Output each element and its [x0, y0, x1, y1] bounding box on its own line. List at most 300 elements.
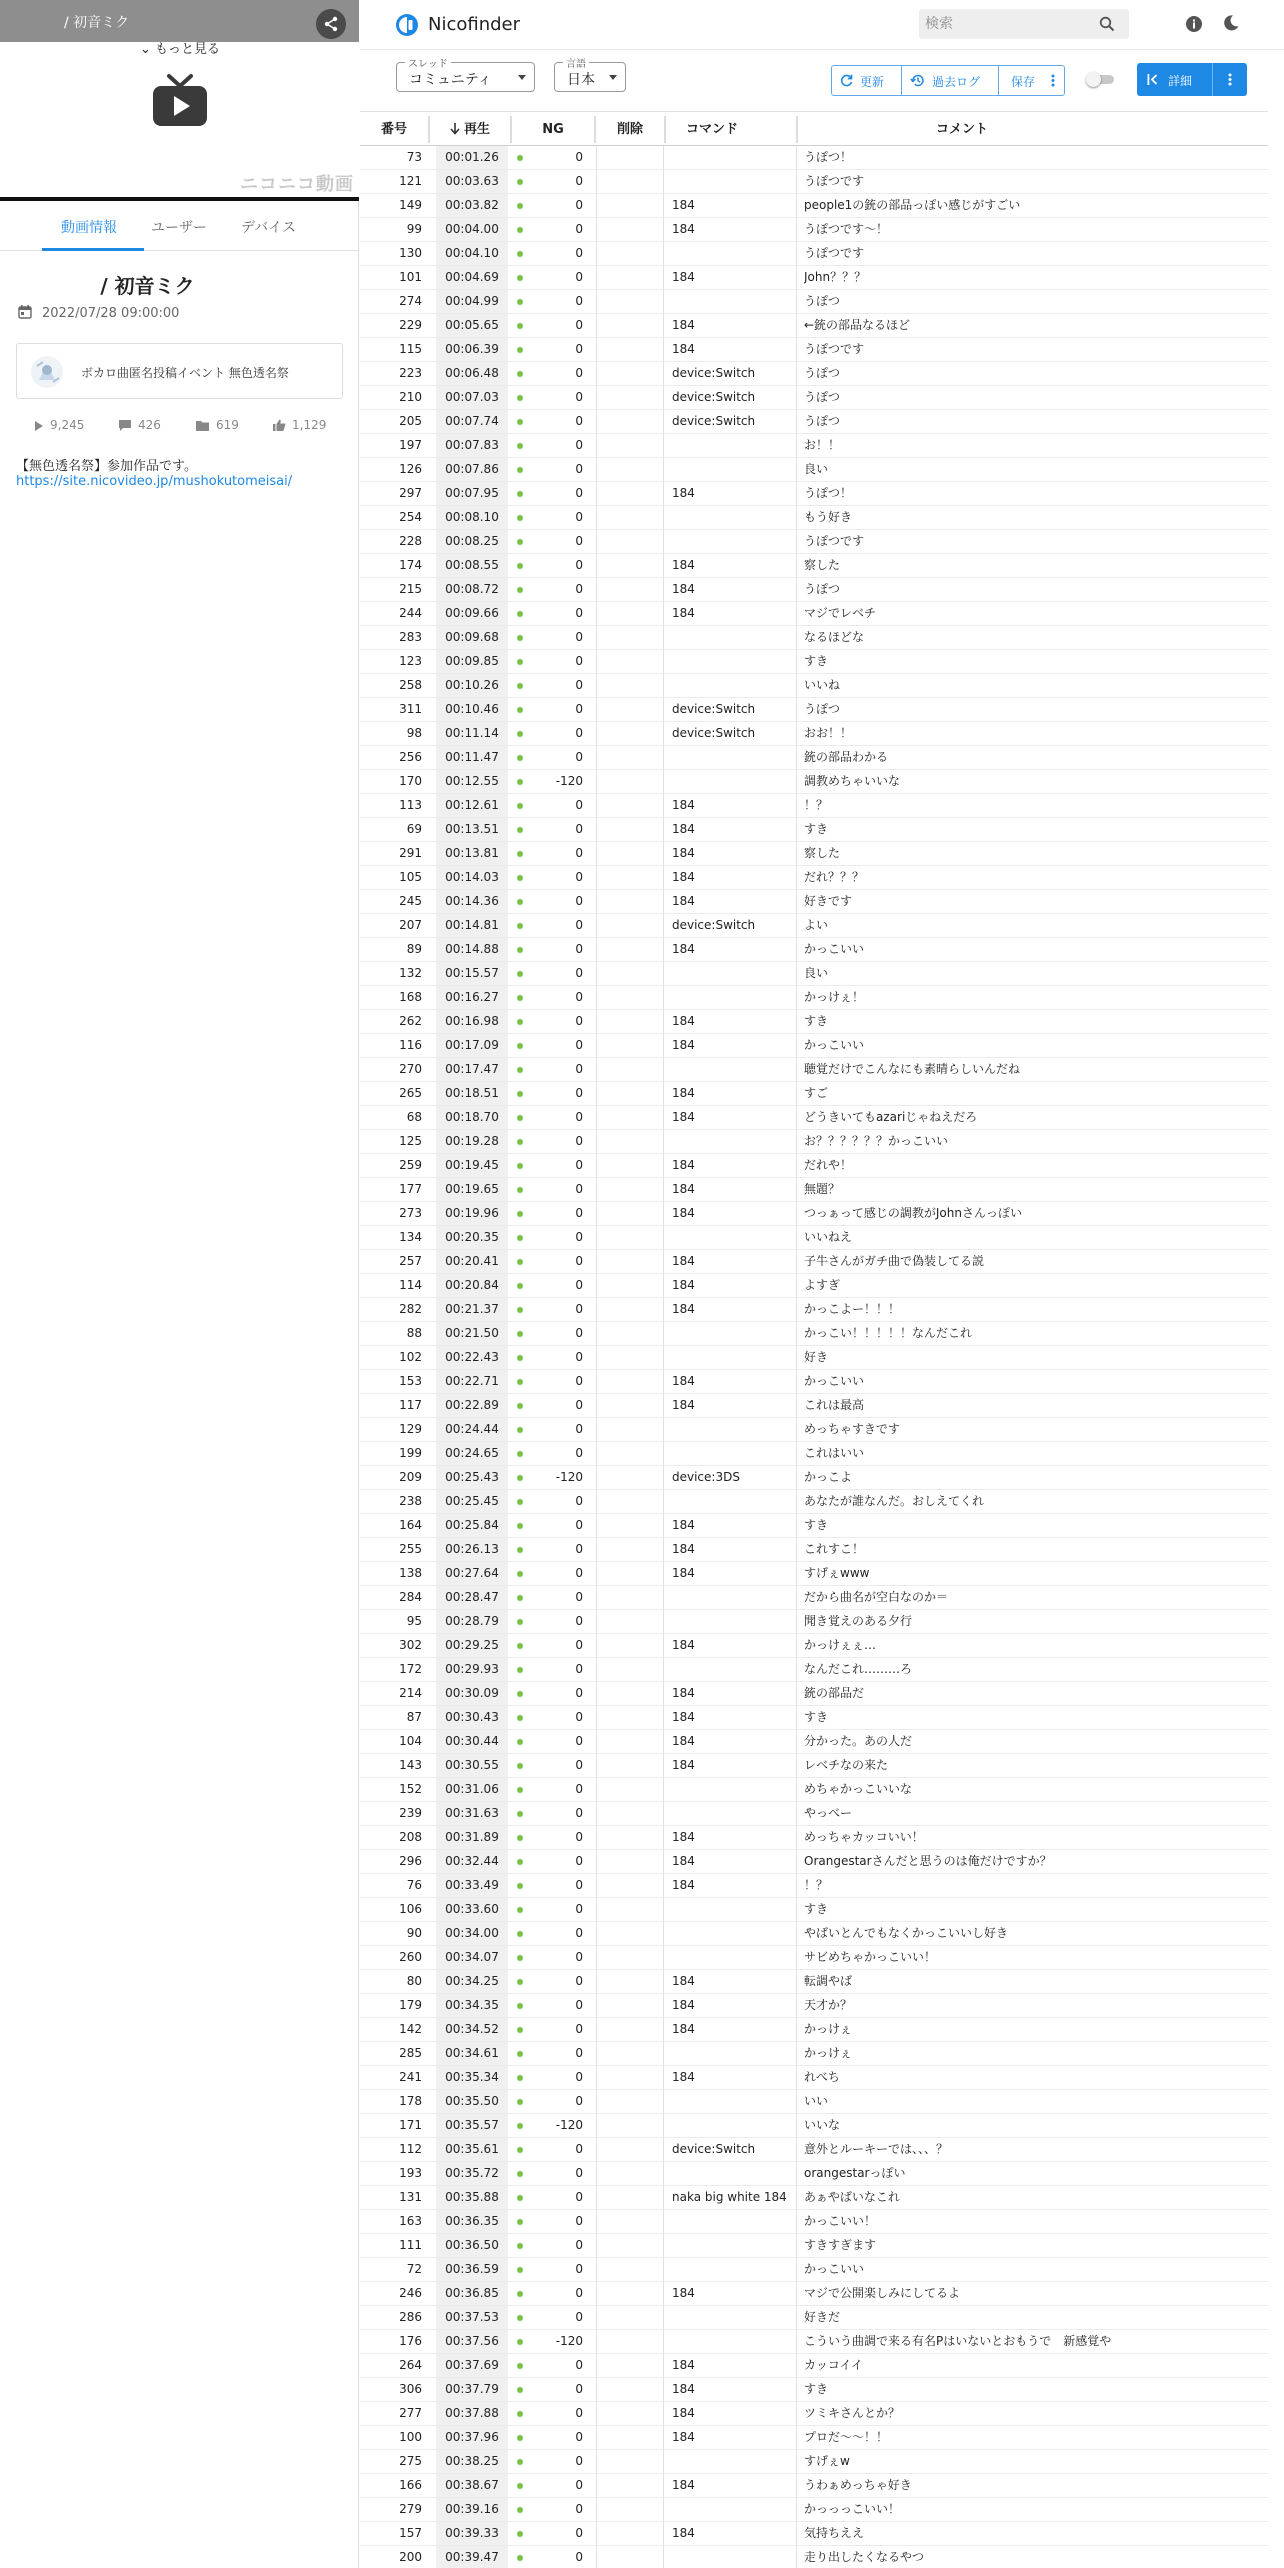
comment-text: つっぁって感じの調教がJohnさんっぽい — [804, 1206, 1022, 1220]
table-row[interactable] — [360, 170, 1268, 194]
table-row[interactable] — [360, 1370, 1268, 1394]
comment-time[interactable]: 00:13.51 — [436, 818, 508, 841]
table-row[interactable] — [360, 986, 1268, 1010]
column-border — [796, 650, 797, 673]
comment-icon — [118, 419, 132, 432]
comment-time[interactable]: 00:30.55 — [436, 1754, 508, 1777]
table-row[interactable] — [360, 914, 1268, 938]
table-row[interactable] — [360, 2354, 1268, 2378]
table-row[interactable] — [360, 1634, 1268, 1658]
column-border — [796, 506, 797, 529]
comment-time[interactable]: 00:09.85 — [436, 650, 508, 673]
table-row[interactable] — [360, 2450, 1268, 2474]
table-row[interactable] — [360, 1346, 1268, 1370]
table-row[interactable] — [360, 674, 1268, 698]
command-cell-border — [596, 1850, 664, 1873]
comment-time[interactable]: 00:03.82 — [436, 194, 508, 217]
comment-time[interactable]: 00:25.45 — [436, 1490, 508, 1513]
table-row[interactable] — [360, 1226, 1268, 1250]
comment-time[interactable]: 00:37.56 — [436, 2330, 508, 2353]
comment-time[interactable]: 00:11.47 — [436, 746, 508, 769]
show-more-button[interactable] — [140, 38, 220, 57]
comment-time[interactable]: 00:08.55 — [436, 554, 508, 577]
comment-time[interactable]: 00:30.43 — [436, 1706, 508, 1729]
ng-score: 0 — [575, 2142, 583, 2156]
comment-text: こういう曲調で来る有名Pはいないとおもうで 新感覚や — [804, 2334, 1112, 2348]
table-row[interactable] — [360, 1178, 1268, 1202]
table-row[interactable] — [360, 1130, 1268, 1154]
comment-time[interactable]: 00:09.68 — [436, 626, 508, 649]
comment-time[interactable]: 00:25.84 — [436, 1514, 508, 1537]
info-icon[interactable] — [1185, 15, 1203, 33]
comment-time[interactable]: 00:04.00 — [436, 218, 508, 241]
comment-time[interactable]: 00:19.45 — [436, 1154, 508, 1177]
tab-video-info[interactable]: 動画情報 — [61, 220, 117, 236]
table-row[interactable] — [360, 1322, 1268, 1346]
table-row[interactable] — [360, 1658, 1268, 1682]
comment-time[interactable]: 00:11.14 — [436, 722, 508, 745]
comment-time[interactable]: 00:38.25 — [436, 2450, 508, 2473]
comment-number: 306 — [399, 2382, 422, 2396]
comment-time[interactable]: 00:21.50 — [436, 1322, 508, 1345]
table-row[interactable] — [360, 554, 1268, 578]
comment-time[interactable]: 00:07.74 — [436, 410, 508, 433]
comment-time[interactable]: 00:10.26 — [436, 674, 508, 697]
table-row[interactable] — [360, 530, 1268, 554]
comment-time[interactable]: 00:35.34 — [436, 2066, 508, 2089]
comment-time[interactable]: 00:27.64 — [436, 1562, 508, 1585]
table-row[interactable] — [360, 578, 1268, 602]
table-row[interactable] — [360, 2426, 1268, 2450]
table-row[interactable] — [360, 146, 1268, 170]
description-link[interactable]: https://site.nicovideo.jp/mushokutomeisai/ — [16, 474, 293, 489]
comment-time[interactable]: 00:34.35 — [436, 1994, 508, 2017]
table-row[interactable] — [360, 434, 1268, 458]
column-header-ng[interactable]: NG — [542, 122, 564, 137]
comment-time[interactable]: 00:31.89 — [436, 1826, 508, 1849]
table-row[interactable] — [360, 2306, 1268, 2330]
comment-number: 256 — [399, 750, 422, 764]
comment-time[interactable]: 00:37.88 — [436, 2402, 508, 2425]
comment-time[interactable]: 00:35.57 — [436, 2114, 508, 2137]
table-row[interactable] — [360, 194, 1268, 218]
table-row[interactable] — [360, 626, 1268, 650]
status-dot-icon — [517, 635, 523, 641]
table-row[interactable] — [360, 1562, 1268, 1586]
table-row[interactable] — [360, 890, 1268, 914]
comment-time[interactable]: 00:04.99 — [436, 290, 508, 313]
ng-score: 0 — [575, 2022, 583, 2036]
table-row[interactable] — [360, 1898, 1268, 1922]
command-cell-border — [596, 1994, 664, 2017]
table-row[interactable] — [360, 1970, 1268, 1994]
table-row[interactable] — [360, 1202, 1268, 1226]
status-dot-icon — [517, 491, 523, 497]
table-row[interactable] — [360, 2018, 1268, 2042]
table-row[interactable] — [360, 2258, 1268, 2282]
table-row[interactable] — [360, 2474, 1268, 2498]
comment-time[interactable]: 00:14.36 — [436, 890, 508, 913]
ng-score: 0 — [575, 582, 583, 596]
comment-number: 260 — [399, 1950, 422, 1964]
ng-score: 0 — [575, 966, 583, 980]
table-row[interactable] — [360, 650, 1268, 674]
comment-time[interactable]: 00:22.71 — [436, 1370, 508, 1393]
table-row[interactable] — [360, 1250, 1268, 1274]
play-icon — [34, 420, 44, 432]
table-row[interactable] — [360, 1850, 1268, 1874]
status-dot-icon — [517, 275, 523, 281]
table-row[interactable] — [360, 2186, 1268, 2210]
table-row[interactable] — [360, 1994, 1268, 2018]
comment-time[interactable]: 00:35.72 — [436, 2162, 508, 2185]
table-row[interactable] — [360, 2114, 1268, 2138]
command-cell-border — [596, 2522, 664, 2545]
comment-time[interactable]: 00:20.41 — [436, 1250, 508, 1273]
comment-time[interactable]: 00:19.28 — [436, 1130, 508, 1153]
table-row[interactable] — [360, 1490, 1268, 1514]
video-info-panel — [0, 0, 359, 2568]
table-row[interactable] — [360, 1298, 1268, 1322]
past-log-button[interactable] — [902, 66, 999, 95]
comment-time[interactable]: 00:14.03 — [436, 866, 508, 889]
comment-time[interactable]: 00:37.96 — [436, 2426, 508, 2449]
status-dot-icon — [517, 683, 523, 689]
table-row[interactable] — [360, 938, 1268, 962]
table-row[interactable] — [360, 2378, 1268, 2402]
comment-number: 291 — [399, 846, 422, 860]
comment-time[interactable]: 00:36.35 — [436, 2210, 508, 2233]
comment-time[interactable]: 00:13.81 — [436, 842, 508, 865]
comment-time[interactable]: 00:28.79 — [436, 1610, 508, 1633]
table-row[interactable] — [360, 290, 1268, 314]
table-row[interactable] — [360, 1778, 1268, 1802]
comment-time[interactable]: 00:12.61 — [436, 794, 508, 817]
video-player[interactable] — [0, 0, 359, 201]
comment-time[interactable]: 00:25.43 — [436, 1466, 508, 1489]
comment-number: 245 — [399, 894, 422, 908]
table-row[interactable] — [360, 1274, 1268, 1298]
table-row[interactable] — [360, 242, 1268, 266]
table-row[interactable] — [360, 1082, 1268, 1106]
dark-mode-icon[interactable] — [1222, 14, 1240, 32]
comment-number: 254 — [399, 510, 422, 524]
share-icon[interactable] — [316, 9, 346, 39]
comment-time[interactable]: 00:36.50 — [436, 2234, 508, 2257]
table-row[interactable] — [360, 2546, 1268, 2568]
comment-time[interactable]: 00:30.09 — [436, 1682, 508, 1705]
comment-number: 164 — [399, 1518, 422, 1532]
comment-time[interactable]: 00:34.61 — [436, 2042, 508, 2065]
comment-time[interactable]: 00:19.65 — [436, 1178, 508, 1201]
comment-time[interactable]: 00:37.79 — [436, 2378, 508, 2401]
table-row[interactable] — [360, 386, 1268, 410]
comment-time[interactable]: 00:35.50 — [436, 2090, 508, 2113]
column-header-number[interactable]: 番号 — [380, 122, 407, 137]
table-row[interactable] — [360, 2090, 1268, 2114]
toggle-switch[interactable] — [1086, 72, 1116, 86]
table-row[interactable] — [360, 2498, 1268, 2522]
comment-time[interactable]: 00:37.53 — [436, 2306, 508, 2329]
comment-time[interactable]: 00:38.67 — [436, 2474, 508, 2497]
comment-time[interactable]: 00:07.86 — [436, 458, 508, 481]
comment-command: 184 — [672, 1278, 695, 1292]
table-row[interactable] — [360, 1442, 1268, 1466]
column-border — [796, 1274, 797, 1297]
comment-time[interactable]: 00:37.69 — [436, 2354, 508, 2377]
ng-score: 0 — [575, 222, 583, 236]
status-dot-icon — [517, 1619, 523, 1625]
comment-time[interactable]: 00:06.48 — [436, 362, 508, 385]
table-row[interactable] — [360, 458, 1268, 482]
comment-time[interactable]: 00:39.47 — [436, 2546, 508, 2568]
table-row[interactable] — [360, 962, 1268, 986]
detail-main-button[interactable] — [1137, 63, 1213, 96]
comment-time[interactable]: 00:06.39 — [436, 338, 508, 361]
comment-time[interactable]: 00:34.00 — [436, 1922, 508, 1945]
table-row[interactable] — [360, 2522, 1268, 2546]
column-header-command[interactable]: コマンド — [685, 122, 738, 137]
search-icon[interactable] — [1099, 16, 1115, 32]
comment-time[interactable]: 00:34.52 — [436, 2018, 508, 2041]
comment-command: 184 — [672, 222, 695, 236]
comment-command: 184 — [672, 1854, 695, 1868]
comment-time[interactable]: 00:07.03 — [436, 386, 508, 409]
comment-time[interactable]: 00:04.10 — [436, 242, 508, 265]
comment-time[interactable]: 00:20.35 — [436, 1226, 508, 1249]
table-row[interactable] — [360, 338, 1268, 362]
detail-more-button[interactable] — [1213, 63, 1247, 96]
comment-time[interactable]: 00:22.89 — [436, 1394, 508, 1417]
comment-time[interactable]: 00:28.47 — [436, 1586, 508, 1609]
comment-time[interactable]: 00:31.06 — [436, 1778, 508, 1801]
comment-time[interactable]: 00:31.63 — [436, 1802, 508, 1825]
table-row[interactable] — [360, 1466, 1268, 1490]
table-row[interactable] — [360, 1586, 1268, 1610]
app-title[interactable]: Nicofinder — [428, 14, 521, 35]
comment-time[interactable]: 00:22.43 — [436, 1346, 508, 1369]
table-row[interactable] — [360, 1946, 1268, 1970]
column-border — [796, 1394, 797, 1417]
comment-time[interactable]: 00:39.16 — [436, 2498, 508, 2521]
command-cell-border — [596, 2114, 664, 2137]
comment-time[interactable]: 00:12.55 — [436, 770, 508, 793]
like-count — [272, 418, 326, 432]
comment-time[interactable]: 00:34.25 — [436, 1970, 508, 1993]
table-row[interactable] — [360, 2210, 1268, 2234]
table-row[interactable] — [360, 2330, 1268, 2354]
table-row[interactable] — [360, 1394, 1268, 1418]
comment-command: 184 — [672, 1086, 695, 1100]
comment-time[interactable]: 00:05.65 — [436, 314, 508, 337]
comment-command: 184 — [672, 318, 695, 332]
table-row[interactable] — [360, 818, 1268, 842]
table-row[interactable] — [360, 1826, 1268, 1850]
table-row[interactable] — [360, 1538, 1268, 1562]
comment-number: 102 — [399, 1350, 422, 1364]
table-row[interactable] — [360, 506, 1268, 530]
comment-time[interactable]: 00:07.83 — [436, 434, 508, 457]
table-row[interactable] — [360, 746, 1268, 770]
table-row[interactable] — [360, 2402, 1268, 2426]
table-row[interactable] — [360, 842, 1268, 866]
command-cell-border — [596, 1058, 664, 1081]
comment-time[interactable]: 00:36.59 — [436, 2258, 508, 2281]
comment-time[interactable]: 00:35.88 — [436, 2186, 508, 2209]
comment-command: 184 — [672, 582, 695, 596]
table-row[interactable] — [360, 410, 1268, 434]
table-row[interactable] — [360, 482, 1268, 506]
table-row[interactable] — [360, 1682, 1268, 1706]
table-row[interactable] — [360, 1730, 1268, 1754]
table-row[interactable] — [360, 602, 1268, 626]
comment-time[interactable]: 00:16.27 — [436, 986, 508, 1009]
column-border — [796, 2426, 797, 2449]
comment-time[interactable]: 00:20.84 — [436, 1274, 508, 1297]
comment-time[interactable]: 00:01.26 — [436, 146, 508, 169]
comment-command: device:Switch — [672, 918, 756, 932]
comment-time[interactable]: 00:24.44 — [436, 1418, 508, 1441]
column-header-comment[interactable]: コメント — [935, 122, 988, 137]
comment-time[interactable]: 00:08.10 — [436, 506, 508, 529]
table-row[interactable] — [360, 770, 1268, 794]
comment-text: うぽつ — [804, 366, 841, 380]
table-row[interactable] — [360, 1922, 1268, 1946]
comment-time[interactable]: 00:09.66 — [436, 602, 508, 625]
comment-time[interactable]: 00:33.60 — [436, 1898, 508, 1921]
table-row[interactable] — [360, 314, 1268, 338]
comment-time[interactable]: 00:16.98 — [436, 1010, 508, 1033]
table-row[interactable] — [360, 1034, 1268, 1058]
command-cell-border — [596, 2186, 664, 2209]
table-row[interactable] — [360, 218, 1268, 242]
comment-command — [672, 2330, 796, 2353]
table-row[interactable] — [360, 794, 1268, 818]
command-cell-border — [596, 362, 664, 385]
column-border — [796, 1706, 797, 1729]
comment-time[interactable]: 00:19.96 — [436, 1202, 508, 1225]
command-cell-border — [596, 650, 664, 673]
table-body — [360, 146, 1268, 2568]
status-dot-icon — [517, 1523, 523, 1529]
column-header-time[interactable] — [430, 112, 510, 147]
comment-time[interactable]: 00:18.51 — [436, 1082, 508, 1105]
table-row[interactable] — [360, 1058, 1268, 1082]
comment-text: いいね — [804, 678, 841, 692]
table-row[interactable] — [360, 1010, 1268, 1034]
comment-command — [672, 1898, 796, 1921]
comment-time[interactable]: 00:26.13 — [436, 1538, 508, 1561]
comment-time[interactable]: 00:08.25 — [436, 530, 508, 553]
table-row[interactable] — [360, 1874, 1268, 1898]
comment-text: うぽつです — [804, 342, 865, 356]
table-row[interactable] — [360, 1514, 1268, 1538]
table-row[interactable] — [360, 1154, 1268, 1178]
comment-time[interactable]: 00:17.09 — [436, 1034, 508, 1057]
thread-select[interactable] — [396, 59, 535, 92]
table-row[interactable] — [360, 866, 1268, 890]
comment-time[interactable]: 00:32.44 — [436, 1850, 508, 1873]
ng-score: 0 — [575, 798, 583, 812]
comment-time[interactable]: 00:03.63 — [436, 170, 508, 193]
comment-time[interactable]: 00:10.46 — [436, 698, 508, 721]
comment-time[interactable]: 00:04.69 — [436, 266, 508, 289]
table-row[interactable] — [360, 1418, 1268, 1442]
tab-device[interactable]: デバイス — [241, 220, 297, 236]
comment-time[interactable]: 00:24.65 — [436, 1442, 508, 1465]
nicofinder-logo-icon[interactable] — [395, 13, 419, 37]
refresh-button[interactable] — [832, 66, 902, 95]
command-cell-border — [596, 1250, 664, 1273]
table-row[interactable] — [360, 1802, 1268, 1826]
table-row[interactable] — [360, 2234, 1268, 2258]
comment-time[interactable]: 00:17.47 — [436, 1058, 508, 1081]
search-input[interactable] — [925, 11, 1095, 37]
comment-number: 205 — [399, 414, 422, 428]
table-row[interactable] — [360, 722, 1268, 746]
comment-time[interactable]: 00:30.44 — [436, 1730, 508, 1753]
comment-time[interactable]: 00:08.72 — [436, 578, 508, 601]
comment-text: すき — [804, 1710, 829, 1724]
comment-time[interactable]: 00:18.70 — [436, 1106, 508, 1129]
table-row[interactable] — [360, 266, 1268, 290]
comment-time[interactable]: 00:33.49 — [436, 1874, 508, 1897]
column-border — [796, 410, 797, 433]
column-border — [796, 2354, 797, 2377]
comment-time[interactable]: 00:35.61 — [436, 2138, 508, 2161]
comment-time[interactable]: 00:15.57 — [436, 962, 508, 985]
comment-time[interactable]: 00:21.37 — [436, 1298, 508, 1321]
column-divider[interactable] — [796, 116, 798, 143]
comment-time[interactable]: 00:39.33 — [436, 2522, 508, 2545]
event-card[interactable] — [16, 343, 343, 399]
table-row[interactable] — [360, 1706, 1268, 1730]
detail-button[interactable] — [1137, 63, 1247, 96]
comment-time[interactable]: 00:34.07 — [436, 1946, 508, 1969]
ng-score: 0 — [575, 1902, 583, 1916]
comment-time[interactable]: 00:29.93 — [436, 1658, 508, 1681]
save-button[interactable] — [999, 66, 1066, 95]
table-row[interactable] — [360, 2042, 1268, 2066]
table-row[interactable] — [360, 1106, 1268, 1130]
table-row[interactable] — [360, 362, 1268, 386]
tab-user[interactable]: ユーザー — [151, 220, 207, 236]
table-row[interactable] — [360, 2282, 1268, 2306]
language-select[interactable] — [554, 59, 626, 92]
comment-time[interactable]: 00:14.88 — [436, 938, 508, 961]
table-row[interactable] — [360, 2066, 1268, 2090]
table-row[interactable] — [360, 2162, 1268, 2186]
table-row[interactable] — [360, 2138, 1268, 2162]
comment-number: 98 — [406, 726, 422, 740]
table-row[interactable] — [360, 1754, 1268, 1778]
toolbar — [360, 50, 1284, 111]
table-header — [360, 111, 1268, 146]
comment-time[interactable]: 00:36.85 — [436, 2282, 508, 2305]
ng-score: 0 — [575, 2478, 583, 2492]
column-border — [796, 1802, 797, 1825]
comment-time[interactable]: 00:29.25 — [436, 1634, 508, 1657]
search-box[interactable] — [919, 9, 1129, 39]
ng-score: 0 — [575, 2286, 583, 2300]
comment-number: 72 — [406, 2262, 422, 2276]
tv-play-icon[interactable] — [151, 72, 209, 130]
table-row[interactable] — [360, 1610, 1268, 1634]
comment-time[interactable]: 00:14.81 — [436, 914, 508, 937]
comment-time[interactable]: 00:07.95 — [436, 482, 508, 505]
column-header-delete[interactable]: 削除 — [616, 122, 643, 137]
table-row[interactable] — [360, 698, 1268, 722]
